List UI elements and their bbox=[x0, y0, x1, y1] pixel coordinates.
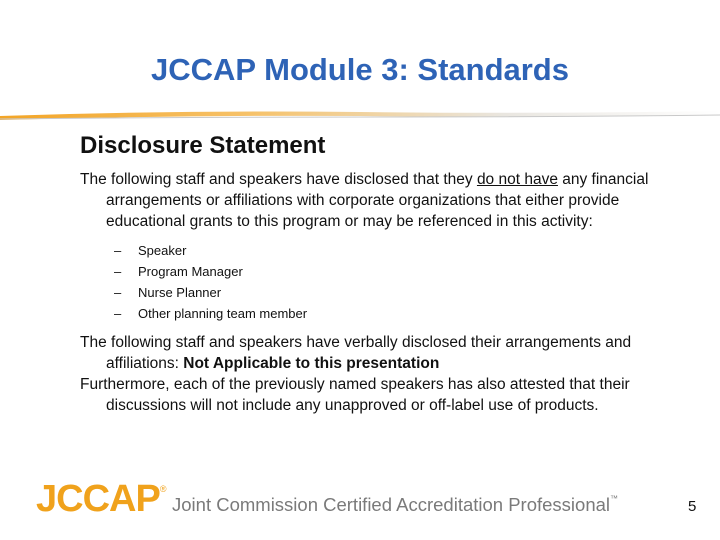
para2-text: The following staff and speakers have verbally disclosed their arrangements and affiliations: bbox=[80, 334, 632, 372]
para1-underlined-phrase: do not have bbox=[476, 171, 558, 188]
title-divider bbox=[0, 108, 720, 122]
dash-bullet-icon: – bbox=[114, 264, 122, 279]
dash-bullet-icon: – bbox=[114, 285, 122, 300]
para1-text-end: any financial arrangements or affiliations with corporate organizations that either provide educational grants to this program or may be referenced in this activity: bbox=[106, 171, 649, 230]
page-number: 5 bbox=[688, 498, 697, 515]
registered-mark: ® bbox=[159, 484, 166, 494]
disclosure-paragraph-1 bbox=[80, 169, 700, 232]
list-item-label: Nurse Planner bbox=[138, 285, 222, 300]
list-item bbox=[114, 282, 700, 303]
list-item-label: Program Manager bbox=[138, 264, 243, 279]
section-heading: Disclosure Statement bbox=[80, 132, 326, 159]
list-item bbox=[114, 303, 700, 324]
disclosure-paragraph-2 bbox=[80, 332, 700, 374]
role-list bbox=[80, 240, 700, 324]
list-item bbox=[114, 240, 700, 261]
footer-org-text: Joint Commission Certified Accreditation Professional bbox=[172, 494, 611, 515]
dash-bullet-icon: – bbox=[114, 243, 122, 258]
para1-text-start: The following staff and speakers have disclosed that they bbox=[80, 171, 477, 188]
dash-bullet-icon: – bbox=[114, 306, 122, 321]
logo-text: JCCAP bbox=[36, 478, 160, 520]
list-item bbox=[114, 261, 700, 282]
list-item-label: Speaker bbox=[138, 243, 187, 258]
slide-title: JCCAP Module 3: Standards bbox=[150, 52, 569, 87]
para2-bold-phrase: Not Applicable to this presentation bbox=[183, 355, 440, 372]
trademark-mark: ™ bbox=[610, 494, 619, 503]
footer-organization-name bbox=[172, 494, 618, 516]
list-item-label: Other planning team member bbox=[138, 306, 308, 321]
disclosure-body bbox=[80, 169, 700, 416]
disclosure-paragraph-3: Furthermore, each of the previously named speakers has also attested that their discussions will not include any unapproved or off-label use of products. bbox=[80, 376, 630, 414]
jccap-logo bbox=[36, 478, 165, 521]
